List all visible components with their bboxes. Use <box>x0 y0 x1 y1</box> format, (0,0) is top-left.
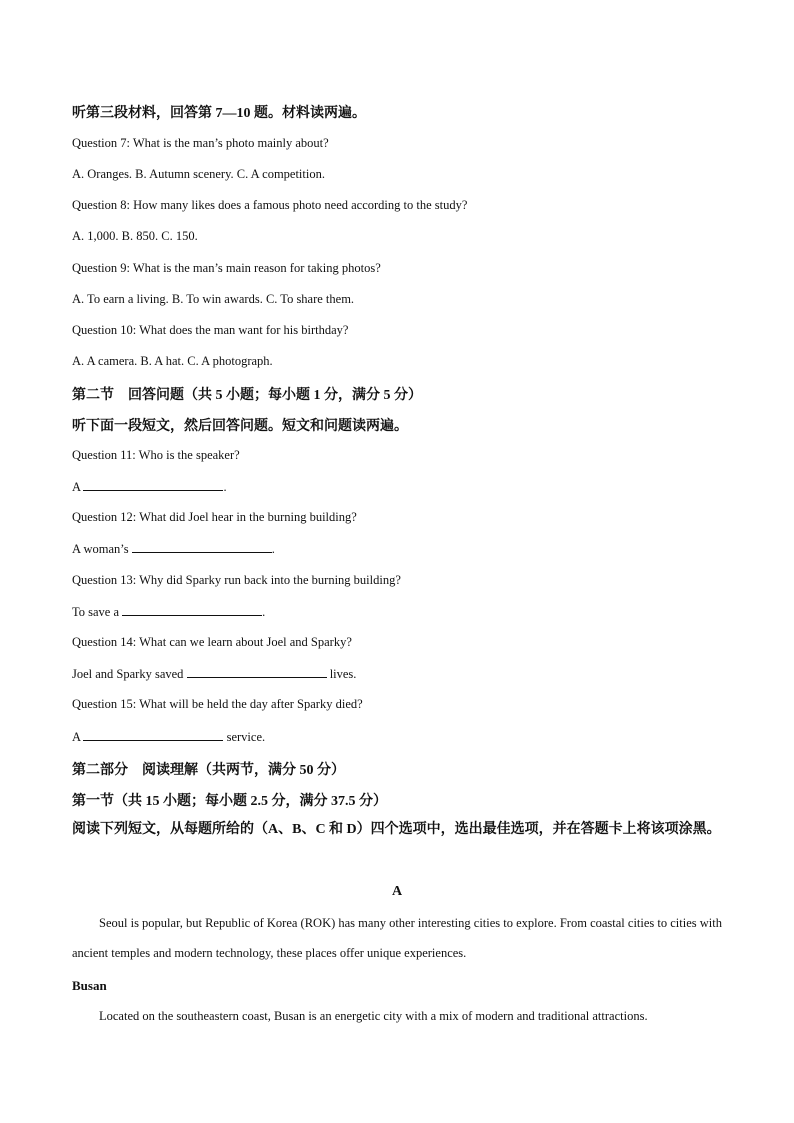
reading-section1: 第一节（共 15 小题；每小题 2.5 分，满分 37.5 分） <box>72 794 387 809</box>
question-7-options: A. Oranges. B. Autumn scenery. C. A competition. <box>72 167 325 181</box>
answer-prefix: A <box>72 480 81 494</box>
part2-instruction: 听下面一段短文，然后回答问题。短文和问题读两遍。 <box>72 419 408 434</box>
question-12: Question 12: What did Joel hear in the burning building? <box>72 510 357 524</box>
answer-blank[interactable] <box>83 729 223 741</box>
question-14: Question 14: What can we learn about Joel and Sparky? <box>72 635 352 649</box>
question-15: Question 15: What will be held the day after Sparky died? <box>72 697 363 711</box>
passage-letter: A <box>391 884 403 899</box>
answer-line-11 <box>72 479 722 495</box>
question-8-options: A. 1,000. B. 850. C. 150. <box>72 229 198 243</box>
answer-blank[interactable] <box>132 541 272 553</box>
answer-line-14 <box>72 666 722 682</box>
answer-line-13 <box>72 604 722 620</box>
question-10: Question 10: What does the man want for his birthday? <box>72 323 349 337</box>
reading-title: 第二部分 阅读理解（共两节，满分 50 分） <box>72 763 345 778</box>
answer-prefix: Joel and Sparky saved <box>72 667 184 681</box>
answer-prefix: A woman’s <box>72 542 129 556</box>
answer-suffix: . <box>223 480 227 494</box>
passage-paragraph-1: Seoul is popular, but Republic of Korea (ROK) has many other interesting cities to explore. From coastal cities to cities with ancient temples and modern technology, these places offer unique experiences. <box>72 916 722 960</box>
answer-suffix: . <box>271 542 275 556</box>
question-10-options: A. A camera. B. A hat. C. A photograph. <box>72 354 273 368</box>
question-11: Question 11: Who is the speaker? <box>72 448 240 462</box>
reading-instruction: 阅读下列短文，从每题所给的（A、B、C 和 D）四个选项中，选出最佳选项，并在答题卡上将该项涂黑。 <box>72 822 721 837</box>
answer-suffix: service. <box>226 730 266 744</box>
answer-blank[interactable] <box>83 479 223 491</box>
answer-line-12 <box>72 541 722 557</box>
question-9: Question 9: What is the man’s main reason for taking photos? <box>72 261 381 275</box>
question-7: Question 7: What is the man’s photo mainly about? <box>72 136 329 150</box>
question-8: Question 8: How many likes does a famous photo need according to the study? <box>72 198 468 212</box>
part2-title: 第二节 回答问题（共 5 小题；每小题 1 分，满分 5 分） <box>72 388 422 403</box>
answer-suffix: . <box>262 605 266 619</box>
answer-blank[interactable] <box>187 666 327 678</box>
section3-instruction: 听第三段材料，回答第 7—10 题。材料读两遍。 <box>72 106 366 121</box>
busan-heading: Busan <box>72 978 107 993</box>
busan-paragraph: Located on the southeastern coast, Busan is an energetic city with a mix of modern and traditional attractions. <box>99 1009 648 1023</box>
question-9-options: A. To earn a living. B. To win awards. C. To share them. <box>72 292 355 306</box>
answer-suffix: lives. <box>329 667 357 681</box>
answer-prefix: A <box>72 730 81 744</box>
answer-blank[interactable] <box>122 604 262 616</box>
question-13: Question 13: Why did Sparky run back into the burning building? <box>72 573 401 587</box>
answer-line-15 <box>72 729 722 745</box>
answer-prefix: To save a <box>72 605 120 619</box>
